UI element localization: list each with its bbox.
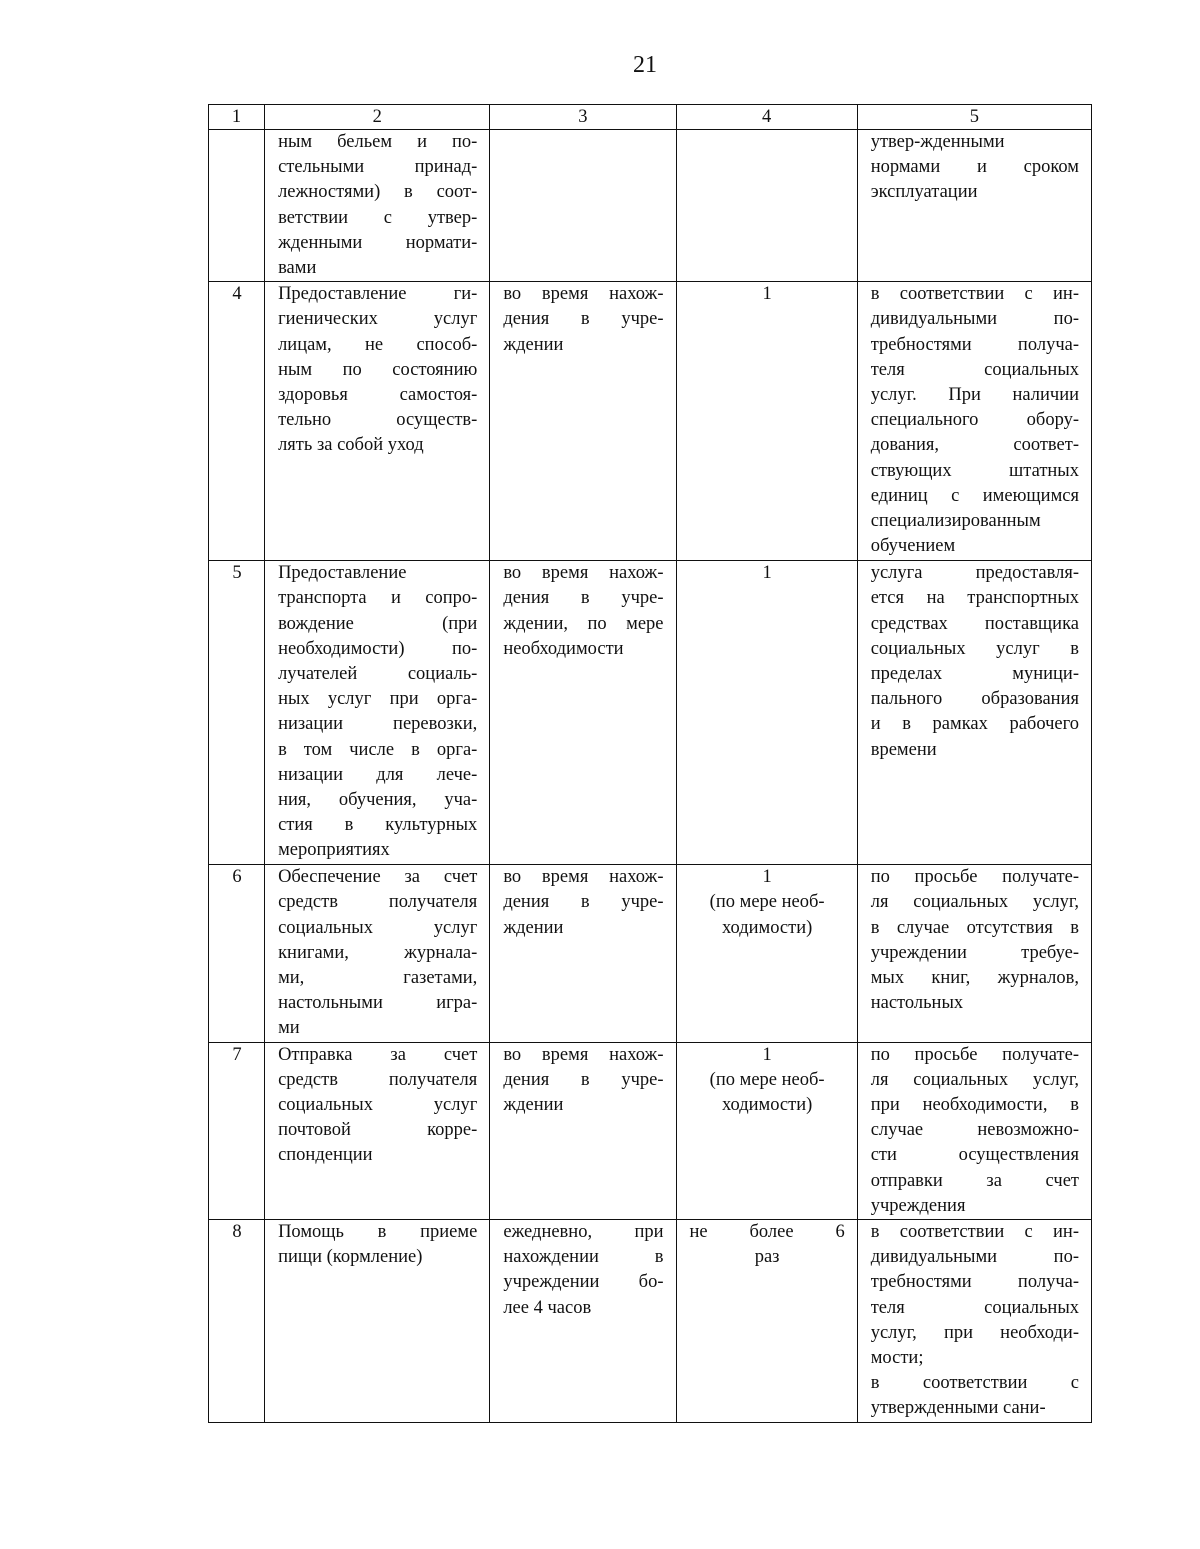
cell-line: нахождении в [503, 1247, 664, 1268]
cell-col4 [676, 1220, 857, 1423]
cell-col5 [857, 282, 1091, 561]
cell-line: учреждении бо- [503, 1272, 664, 1293]
cell-line: социальных услуг [278, 917, 478, 938]
row-number: 8 [209, 1220, 265, 1423]
cell-col5 [857, 1042, 1091, 1219]
cell-line: ждении, по мере [503, 613, 664, 634]
cell-line: во время нахож- [503, 563, 664, 584]
cell-col2 [265, 865, 490, 1042]
cell-line: дования, соответ- [870, 435, 1079, 456]
cell-line: ется на транспортных [870, 588, 1079, 609]
cell-col3 [490, 130, 676, 282]
cell-line: при необходимости, в [870, 1095, 1079, 1116]
cell-line: (по мере необ- [709, 1069, 825, 1090]
cell-line: эксплуатации [870, 182, 978, 203]
cell-line: во время нахож- [503, 867, 664, 888]
cell-line: ствующих штатных [870, 460, 1079, 481]
cell-line: вами [278, 258, 317, 279]
header-cell-2: 2 [265, 105, 490, 130]
row-number [209, 130, 265, 282]
cell-line: пределах муници- [870, 664, 1079, 685]
header-cell-5: 5 [857, 105, 1091, 130]
cell-line: низации перевозки, [278, 714, 478, 735]
table-row [209, 282, 1092, 561]
table-row [209, 1042, 1092, 1219]
cell-line: дения в учре- [503, 309, 664, 330]
cell-line: утвер-жденными [870, 132, 1005, 152]
cell-line: теля социальных [870, 359, 1079, 380]
cell-line: ния, обучения, уча- [278, 790, 478, 811]
cell-line: средствах поставщика [870, 613, 1079, 634]
cell-line: ежедневно, при [503, 1222, 664, 1243]
cell-line: лицам, не способ- [278, 334, 478, 355]
cell-line: в соответствии с [870, 1373, 1079, 1394]
cell-line: 1 [762, 867, 772, 888]
cell-line: нормами и сроком [870, 157, 1079, 178]
cell-line: стия в культурных [278, 815, 478, 836]
cell-line: транспорта и сопро- [278, 588, 478, 609]
cell-line: не более 6 [689, 1222, 845, 1243]
cell-col2 [265, 282, 490, 561]
cell-line: и в рамках рабочего [870, 714, 1079, 735]
cell-col3 [490, 561, 676, 865]
cell-line: по просьбе получате- [870, 867, 1079, 888]
cell-line: ходимости) [721, 917, 813, 938]
cell-line: мероприятиях [278, 840, 390, 861]
cell-line: книгами, журнала- [278, 942, 478, 963]
cell-col4 [676, 865, 857, 1042]
cell-line: средств получателя [278, 892, 478, 913]
cell-line: ля социальных услуг, [870, 1069, 1079, 1090]
cell-line: услуг. При наличии [870, 385, 1079, 406]
cell-line: Предоставление ги- [278, 284, 478, 305]
cell-col4 [676, 561, 857, 865]
cell-col5 [857, 865, 1091, 1042]
row-number: 4 [209, 282, 265, 561]
cell-line: дивидуальными по- [870, 309, 1079, 330]
cell-col3 [490, 1220, 676, 1423]
cell-line: ждении [503, 917, 564, 938]
cell-line: (по мере необ- [709, 892, 825, 913]
cell-line: ля социальных услуг, [870, 892, 1079, 913]
cell-line: средств получателя [278, 1069, 478, 1090]
cell-line: теля социальных [870, 1297, 1079, 1318]
cell-line: специализированным [870, 511, 1041, 532]
cell-line: случае невозможно- [870, 1120, 1079, 1141]
cell-line: в соответствии с ин- [870, 284, 1079, 305]
cell-col2 [265, 130, 490, 282]
cell-line: единиц с имеющимся [870, 485, 1079, 506]
cell-line: дения в учре- [503, 588, 664, 609]
cell-line: необходимости) по- [278, 638, 478, 659]
cell-line: дения в учре- [503, 1069, 664, 1090]
cell-line: лять за собой уход [278, 435, 424, 456]
cell-line: Предоставление [278, 563, 407, 584]
cell-line: дения в учре- [503, 892, 664, 913]
cell-line: лежностями) в соот- [278, 182, 478, 203]
row-number: 7 [209, 1042, 265, 1219]
cell-line: учреждения [870, 1195, 966, 1216]
cell-col4 [676, 130, 857, 282]
cell-line: 1 [762, 563, 772, 584]
cell-line: социальных услуг в [870, 638, 1079, 659]
cell-line: ми [278, 1018, 300, 1039]
cell-line: в том числе в орга- [278, 739, 478, 760]
header-row [209, 105, 1092, 130]
table-row [209, 1220, 1092, 1423]
cell-col4 [676, 1042, 857, 1219]
cell-line: в соответствии с ин- [870, 1222, 1079, 1243]
cell-col4 [676, 282, 857, 561]
cell-line: обучением [870, 536, 956, 557]
cell-line: спонденции [278, 1145, 373, 1166]
cell-line: настольными игра- [278, 993, 478, 1014]
header-cell-1: 1 [209, 105, 265, 130]
cell-line: гиенических услуг [278, 309, 478, 330]
cell-line: настольных [870, 993, 964, 1014]
header-cell-3: 3 [490, 105, 676, 130]
cell-line: сти осуществления [870, 1145, 1079, 1166]
cell-col3 [490, 1042, 676, 1219]
cell-line: пального образования [870, 689, 1079, 710]
cell-col2 [265, 1042, 490, 1219]
cell-line: требностями получа- [870, 334, 1079, 355]
cell-col5 [857, 130, 1091, 282]
cell-line: требностями получа- [870, 1272, 1079, 1293]
cell-line: тельно осуществ- [278, 410, 478, 431]
cell-line: ным по состоянию [278, 359, 478, 380]
cell-line: ми, газетами, [278, 968, 478, 989]
cell-line: лучателей социаль- [278, 664, 478, 685]
table-row [209, 561, 1092, 865]
cell-col5 [857, 561, 1091, 865]
cell-line: ветствии с утвер- [278, 207, 478, 228]
cell-col2 [265, 1220, 490, 1423]
cell-line: утвержденными сани- [870, 1398, 1046, 1419]
cell-col3 [490, 282, 676, 561]
cell-line: Отправка за счет [278, 1044, 478, 1065]
cell-line: ходимости) [721, 1095, 813, 1116]
cell-line: почтовой корре- [278, 1120, 478, 1141]
cell-line: учреждении требуе- [870, 942, 1079, 963]
cell-line: необходимости [503, 638, 624, 659]
cell-line: вождение (при [278, 613, 478, 634]
header-cell-4: 4 [676, 105, 857, 130]
cell-line: мых книг, журналов, [870, 968, 1079, 989]
cell-line: времени [870, 739, 937, 760]
cell-line: во время нахож- [503, 1044, 664, 1065]
cell-line: услуг, при необходи- [870, 1322, 1079, 1343]
cell-line: ждении [503, 334, 564, 355]
cell-line: социальных услуг [278, 1095, 478, 1116]
cell-line: лее 4 часов [503, 1297, 592, 1318]
cell-col5 [857, 1220, 1091, 1423]
cell-line: специального обору- [870, 410, 1079, 431]
row-number: 5 [209, 561, 265, 865]
table-row [209, 865, 1092, 1042]
cell-line: в случае отсутствия в [870, 917, 1079, 938]
cell-line: 1 [762, 1044, 772, 1065]
cell-line: раз [754, 1247, 780, 1268]
cell-col3 [490, 865, 676, 1042]
cell-line: услуга предоставля- [870, 563, 1079, 584]
cell-line: стельными принад- [278, 157, 478, 178]
cell-line: здоровья самостоя- [278, 385, 478, 406]
cell-line: Обеспечение за счет [278, 867, 478, 888]
cell-line: Помощь в приеме [278, 1222, 478, 1243]
cell-line: ждении [503, 1095, 564, 1116]
services-table [208, 104, 1092, 1423]
cell-line: ных услуг при орга- [278, 689, 478, 710]
row-number: 6 [209, 865, 265, 1042]
cell-line: отправки за счет [870, 1170, 1079, 1191]
cell-line: дивидуальными по- [870, 1247, 1079, 1268]
page-number: 21 [633, 52, 657, 78]
table-row [209, 130, 1092, 282]
cell-line: низации для лече- [278, 764, 478, 785]
cell-line: мости; [870, 1348, 924, 1369]
cell-line: во время нахож- [503, 284, 664, 305]
cell-line: пищи (кормление) [278, 1247, 423, 1268]
cell-line: 1 [762, 284, 772, 305]
cell-line: жденными нормати- [278, 232, 478, 253]
cell-line: ным бельем и по- [278, 132, 478, 152]
cell-col2 [265, 561, 490, 865]
cell-line: по просьбе получате- [870, 1044, 1079, 1065]
